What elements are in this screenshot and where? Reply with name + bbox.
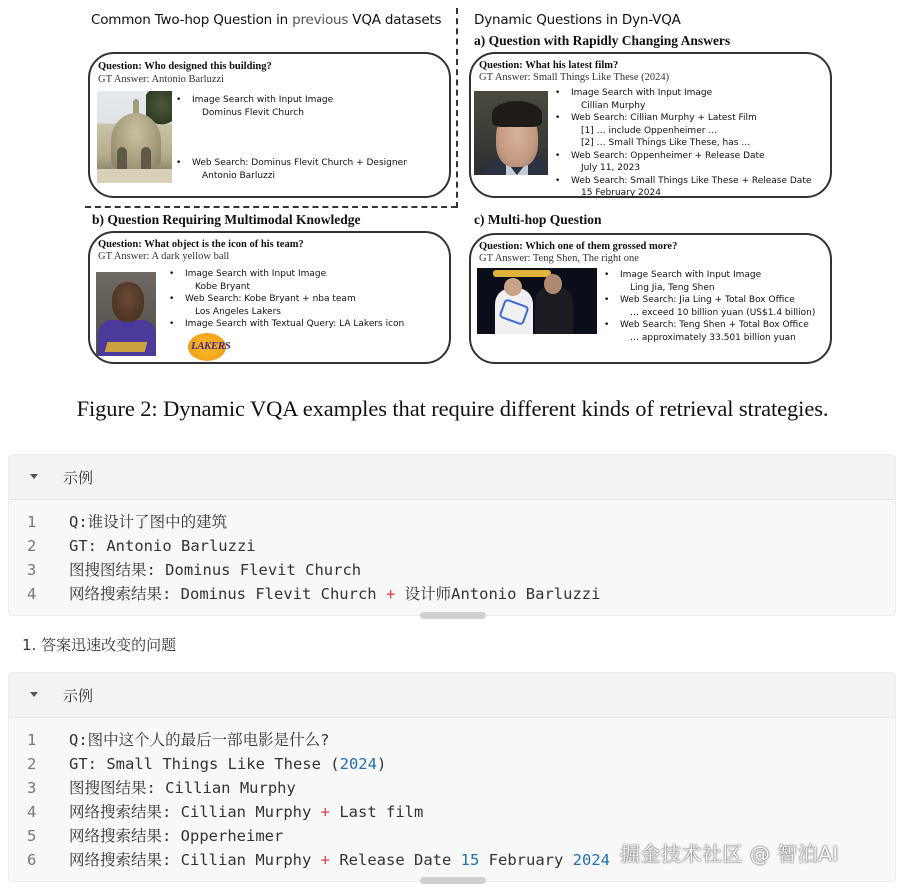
code-line: [9, 534, 895, 558]
watermark: 掘金技术社区 @ 智泊AI: [620, 842, 839, 866]
code-text: 网络搜索结果: Dominus Flevit Church + 设计师Antonio Barluzzi: [69, 585, 601, 603]
church-photo: [97, 91, 172, 183]
kobe-bryant-photo: [96, 272, 156, 356]
horizontal-scrollbar[interactable]: [420, 877, 486, 884]
left-section-title: [91, 12, 441, 28]
step-item: • Web Search: Teng Shen + Total Box Office … approximately 33.501 billion yuan: [604, 320, 809, 343]
code-line: [9, 752, 895, 776]
panel-a-title: a) Question with Rapidly Changing Answers: [474, 33, 731, 48]
panel-b: [88, 231, 451, 364]
panel-b-title: b) Question Requiring Multimodal Knowledge: [92, 212, 361, 227]
code-text: 图搜图结果: Cillian Murphy: [69, 779, 296, 797]
collapse-toggle-icon[interactable]: [30, 474, 38, 479]
step-item: • Web Search: Kobe Bryant + nba team Los Angeles Lakers: [169, 294, 356, 317]
code-line: [9, 776, 895, 800]
code-text: 网络搜索结果: Cillian Murphy + Last film: [69, 803, 424, 821]
super-sketch-show-photo: [477, 268, 597, 334]
gt-answer-text: GT Answer: Small Things Like These (2024): [479, 72, 670, 83]
step-item: • Web Search: Jia Ling + Total Box Office … exceed 10 billion yuan (US$1.4 billion): [604, 295, 816, 318]
steps-list: [169, 268, 404, 331]
lakers-logo: LAKERS: [188, 333, 226, 361]
line-number: 4: [27, 803, 37, 821]
collapse-toggle-icon[interactable]: [30, 692, 38, 697]
line-number: 1: [27, 513, 37, 531]
code-text: Q:谁设计了图中的建筑: [69, 513, 228, 531]
code-text: 网络搜索结果: Cillian Murphy + Release Date 15 February 2024: [69, 851, 610, 869]
gt-answer-text: GT Answer: Antonio Barluzzi: [98, 74, 225, 85]
code-block-title: 示例: [63, 469, 94, 487]
line-number: 6: [27, 851, 37, 869]
code-block-example-1: [8, 454, 896, 616]
vertical-dashed-divider: [456, 8, 458, 208]
line-number: 1: [27, 731, 37, 749]
code-block-body: [9, 500, 895, 606]
line-number: 5: [27, 827, 37, 845]
code-text: GT: Antonio Barluzzi: [69, 537, 256, 555]
figure-caption: Figure 2: Dynamic VQA examples that require different kinds of retrieval strategies.: [76, 396, 829, 421]
line-number: 3: [27, 779, 37, 797]
cillian-murphy-photo: [474, 91, 548, 175]
code-block-title: 示例: [63, 687, 94, 705]
steps-list: [555, 87, 811, 198]
gt-answer-text: GT Answer: A dark yellow ball: [98, 251, 230, 262]
figure-2: [0, 0, 905, 390]
step-item: • Web Search: Cillian Murphy + Latest Film [1] … include Oppenheimer … [2] … Small Things Like These, has …: [555, 113, 757, 148]
line-number: 2: [27, 755, 37, 773]
line-number: 4: [27, 585, 37, 603]
code-block-header[interactable]: [9, 455, 895, 500]
step-item: • Image Search with Input Image Cillian Murphy: [555, 88, 713, 111]
code-text: Q:图中这个人的最后一部电影是什么?: [69, 731, 330, 749]
question-text: Question: What his latest film?: [479, 60, 619, 71]
horizontal-dashed-divider: [85, 206, 457, 208]
step-item: • Image Search with Input Image Kobe Bryant: [169, 269, 327, 292]
gt-answer-text: GT Answer: Teng Shen, The right one: [479, 253, 639, 264]
code-text: GT: Small Things Like These (2024): [69, 755, 387, 773]
right-section-title: Dynamic Questions in Dyn-VQA: [474, 12, 681, 28]
question-text: Question: What object is the icon of his team?: [98, 239, 304, 250]
steps-list: [604, 269, 815, 344]
line-number: 3: [27, 561, 37, 579]
step-item: • Web Search: Oppenheimer + Release Date July 11, 2023: [555, 150, 765, 173]
step-item: • Image Search with Textual Query: LA Lakers icon: [169, 319, 405, 329]
step-item: • Web Search: Dominus Flevit Church + Designer Antonio Barluzzi: [176, 158, 407, 181]
question-text: Question: Who designed this building?: [98, 61, 272, 72]
panel-c: [469, 233, 832, 364]
step-item: • Image Search with Input Image Ling Jia, Teng Shen: [604, 270, 762, 293]
left-title-light: previous: [292, 12, 349, 28]
steps-list: [176, 94, 407, 182]
question-text: Question: Which one of them grossed more?: [479, 241, 678, 252]
left-title-suffix: VQA datasets: [348, 12, 442, 28]
list-item-rapid-changes: 1. 答案迅速改变的问题: [22, 636, 177, 654]
code-line: [9, 558, 895, 582]
code-text: 图搜图结果: Dominus Flevit Church: [69, 561, 362, 579]
code-line: [9, 728, 895, 752]
panel-two-hop: [88, 52, 451, 198]
code-line: [9, 800, 895, 824]
step-item: • Web Search: Small Things Like These + Release Date 15 February 2024: [555, 175, 812, 198]
code-line: [9, 582, 895, 606]
code-text: 网络搜索结果: Opperheimer: [69, 827, 284, 845]
code-line: [9, 510, 895, 534]
code-block-header[interactable]: [9, 673, 895, 718]
step-item: • Image Search with Input Image Dominus Flevit Church: [176, 95, 334, 118]
horizontal-scrollbar[interactable]: [420, 612, 486, 619]
left-title-prefix: Common Two-hop Question in: [91, 12, 293, 28]
panel-c-title: c) Multi-hop Question: [474, 212, 602, 227]
line-number: 2: [27, 537, 37, 555]
panel-a: [469, 52, 832, 198]
